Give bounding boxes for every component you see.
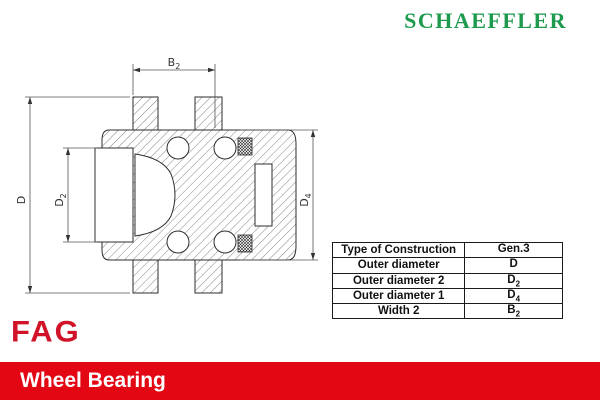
table-row — [333, 258, 563, 273]
spec-value: D — [465, 258, 563, 273]
spec-label: Type of Construction — [333, 243, 465, 258]
spec-label: Outer diameter — [333, 258, 465, 273]
spec-value: $D_4$ — [465, 288, 563, 303]
schaeffler-logo: SCHAEFFLER — [404, 8, 567, 33]
bearing-ball — [214, 231, 236, 253]
wheel-stud-top — [133, 97, 158, 130]
bearing-ball — [167, 137, 189, 159]
footer-bar — [0, 362, 600, 400]
hub-bore — [95, 148, 133, 242]
table-row — [333, 243, 563, 258]
spec-value: $D_2$ — [465, 273, 563, 288]
wheel-stud-bottom — [133, 260, 158, 293]
spec-label: Width 2 — [333, 304, 465, 319]
dim-label-b2: $B_2$ — [167, 56, 181, 71]
fag-logo: FAG — [11, 314, 81, 349]
dim-label-d2: $D_2$ — [53, 193, 68, 207]
spec-table — [332, 242, 563, 319]
spec-value: $B_2$ — [465, 304, 563, 319]
spec-value: Gen.3 — [465, 243, 563, 258]
page-title: Wheel Bearing — [20, 369, 166, 392]
table-row — [333, 288, 563, 303]
spec-label: Outer diameter 2 — [333, 273, 465, 288]
dim-label-d4: $D_4$ — [298, 193, 313, 207]
spec-label: Outer diameter 1 — [333, 288, 465, 303]
dim-label-d: D — [15, 195, 28, 205]
mounting-bolt-top — [195, 97, 222, 130]
bearing-ball — [167, 231, 189, 253]
table-row — [333, 273, 563, 288]
bearing-ball — [214, 137, 236, 159]
bearing-cross-section-diagram — [5, 48, 335, 313]
inner-race-band — [255, 164, 272, 226]
mounting-bolt-bottom — [195, 260, 222, 293]
table-row — [333, 304, 563, 319]
